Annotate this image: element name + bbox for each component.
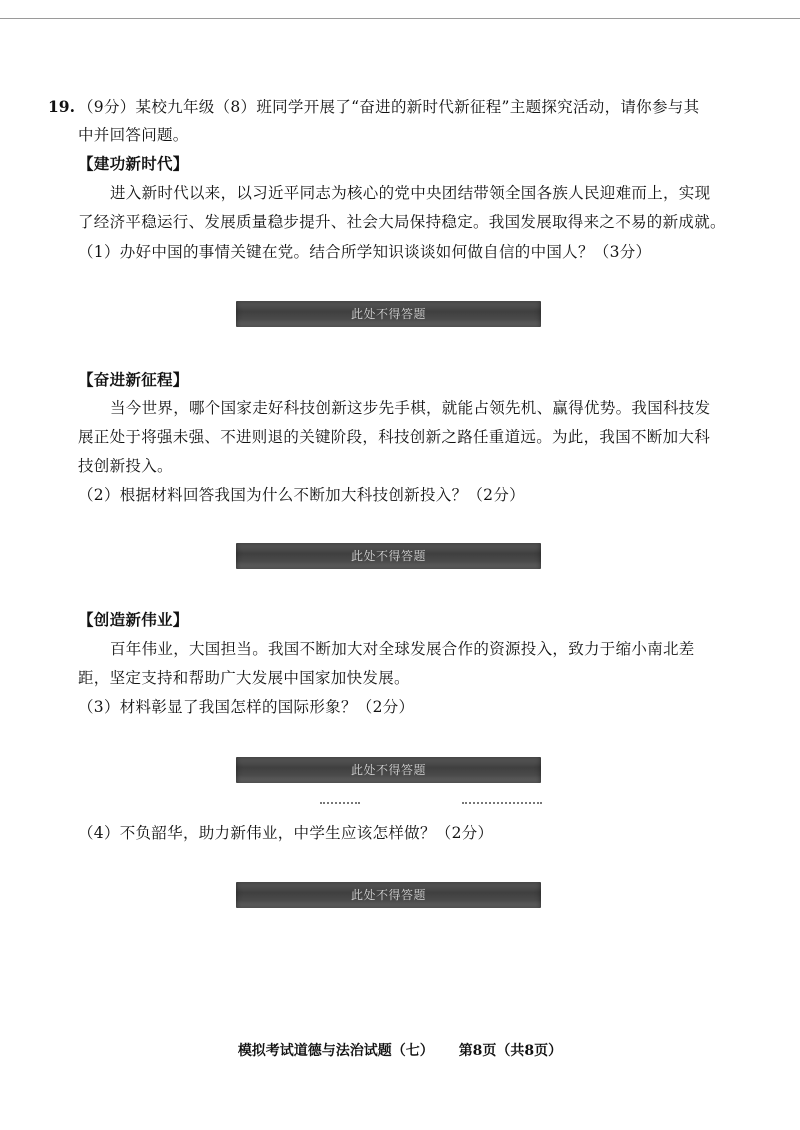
section-heading-1: 【建功新时代】 xyxy=(78,154,189,173)
answer-area-bar-1 xyxy=(236,301,541,327)
material-3-line2: 距，坚定支持和帮助广大发展中国家加快发展。 xyxy=(78,669,410,687)
material-2-line1: 当今世界，哪个国家走好科技创新这步先手棋，就能占领先机、赢得优势。我国科技发 xyxy=(110,399,711,417)
material-2-line3: 技创新投入。 xyxy=(78,457,173,475)
footer-title: 模拟考试道德与法治试题（七） xyxy=(237,1043,434,1059)
scan-dotted-mark xyxy=(320,802,360,806)
question-3: （3）材料彰显了我国怎样的国际形象？（2分） xyxy=(78,698,415,716)
answer-area-bar-2 xyxy=(236,543,541,569)
section-heading-3: 【创造新伟业】 xyxy=(78,610,189,629)
answer-bar-label: 此处不得答题 xyxy=(350,549,426,563)
scan-dotted-mark xyxy=(462,802,542,806)
question-2: （2）根据材料回答我国为什么不断加大科技创新投入？（2分） xyxy=(78,486,525,504)
question-1: （1）办好中国的事情关键在党。结合所学知识谈谈如何做自信的中国人？（3分） xyxy=(78,243,652,261)
page-footer xyxy=(0,1040,800,1060)
answer-area-bar-4 xyxy=(236,882,541,908)
question-intro-line1: （9分）某校九年级（8）班同学开展了“奋进的新时代新征程”主题探究活动，请你参与其 xyxy=(78,98,700,116)
answer-bar-label: 此处不得答题 xyxy=(350,888,426,902)
answer-area-bar-3 xyxy=(236,757,541,783)
top-rule xyxy=(0,18,800,19)
answer-bar-label: 此处不得答题 xyxy=(350,763,426,777)
footer-page-number: 第8页（共8页） xyxy=(458,1043,563,1059)
question-number: 19. xyxy=(48,97,75,116)
material-3-line1: 百年伟业，大国担当。我国不断加大对全球发展合作的资源投入，致力于缩小南北差 xyxy=(110,640,695,658)
material-2-line2: 展正处于将强未强、不进则退的关键阶段，科技创新之路任重道远。为此，我国不断加大科 xyxy=(78,428,711,446)
question-4: （4）不负韶华，助力新伟业，中学生应该怎样做？（2分） xyxy=(78,824,494,842)
material-1-line1: 进入新时代以来，以习近平同志为核心的党中央团结带领全国各族人民迎难而上，实现 xyxy=(110,184,711,202)
question-intro-line2: 中并回答问题。 xyxy=(78,126,189,144)
section-heading-2: 【奋进新征程】 xyxy=(78,370,189,389)
material-1-line2: 了经济平稳运行、发展质量稳步提升、社会大局保持稳定。我国发展取得来之不易的新成就。 xyxy=(78,213,726,231)
answer-bar-label: 此处不得答题 xyxy=(350,307,426,321)
